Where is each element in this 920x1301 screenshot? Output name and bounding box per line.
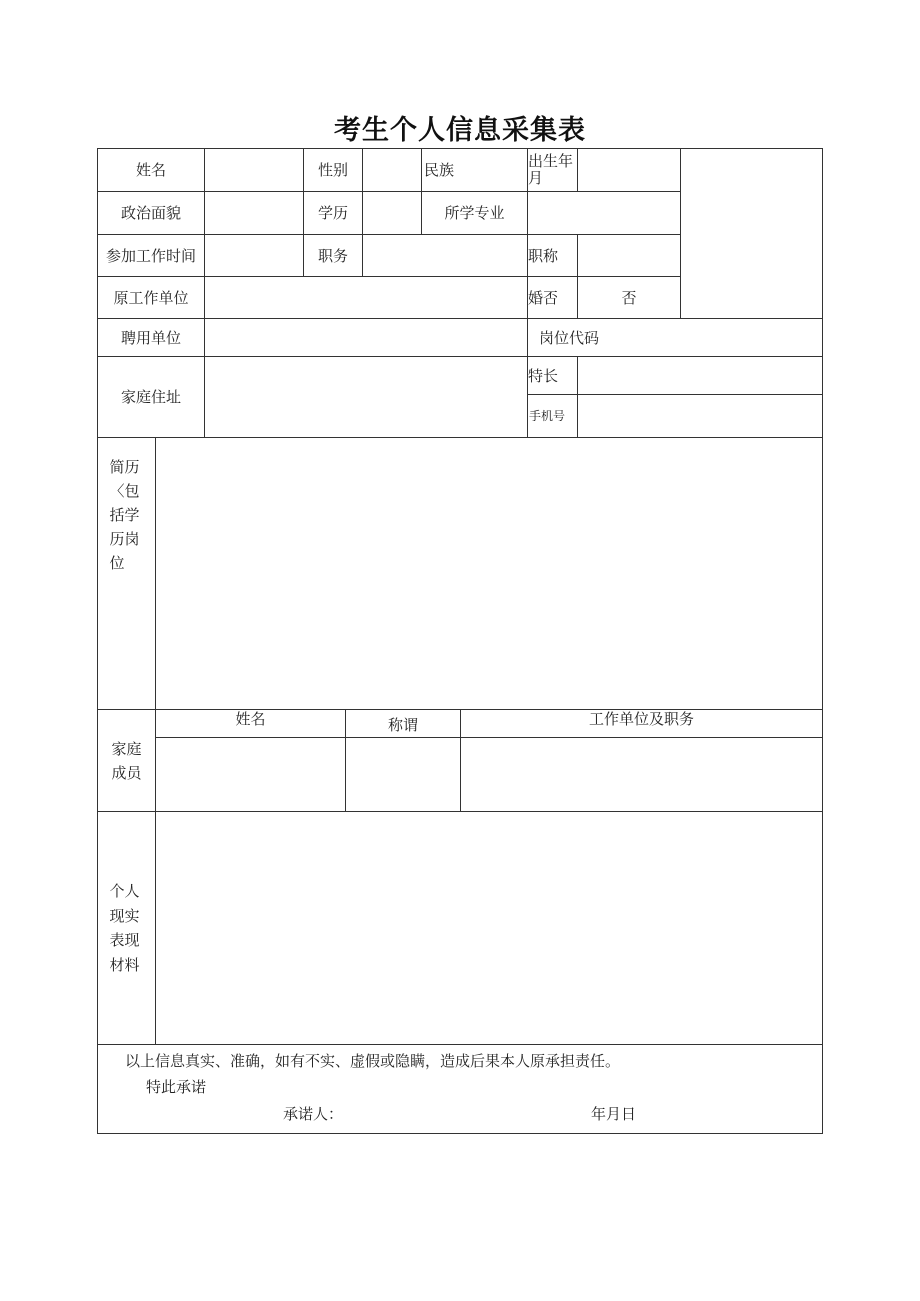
label-name: 姓名 [135, 161, 166, 179]
performance-field[interactable] [156, 812, 822, 1044]
work-start-field[interactable] [205, 235, 303, 276]
marital-value[interactable]: 否 [621, 288, 637, 307]
label-performance-text: 个人现实表现材料 [109, 882, 140, 974]
table-border-right [822, 148, 823, 1134]
title-field[interactable] [578, 235, 680, 276]
declaration-pledge: 特此承诺 [146, 1078, 207, 1096]
label-hiring-unit: 聘用单位 [120, 328, 181, 347]
label-post-code: 岗位代码 [539, 328, 600, 347]
major-field[interactable] [528, 192, 680, 234]
label-birth-text: 出生年月 [528, 152, 574, 187]
label-specialty: 特长 [528, 366, 559, 385]
photo-box[interactable] [681, 149, 822, 318]
label-duty: 职务 [317, 246, 348, 265]
family-work-field[interactable] [461, 738, 822, 811]
table-border-bottom [97, 1133, 823, 1134]
prev-employer-field[interactable] [205, 277, 527, 318]
family-col-name: 姓名 [235, 710, 266, 728]
label-family-text: 家庭成员 [111, 739, 142, 782]
hiring-unit-field[interactable] [205, 319, 527, 356]
form-title: 考生个人信息采集表 [334, 115, 586, 146]
phone-field[interactable] [578, 395, 822, 437]
label-prev-employer: 原工作单位 [113, 288, 189, 307]
rule [97, 1044, 823, 1045]
label-resume-text: 简历〈包括学历岗位 [109, 458, 140, 572]
duty-field[interactable] [363, 235, 527, 276]
label-title: 职称 [528, 246, 559, 265]
label-phone: 手机号 [529, 409, 566, 423]
family-relation-field[interactable] [346, 738, 460, 811]
resume-field[interactable] [156, 438, 822, 709]
education-field[interactable] [363, 192, 421, 234]
label-education: 学历 [317, 204, 348, 222]
declaration-text: 以上信息真实、准确，如有不实、虚假或隐瞒，造成后果本人原承担责任。 [125, 1052, 621, 1070]
label-birth [528, 149, 577, 191]
birth-field[interactable] [578, 149, 680, 191]
signature-field[interactable] [345, 1100, 575, 1124]
label-major: 所学专业 [444, 204, 505, 222]
date-label: 年月日 [591, 1105, 637, 1123]
label-work-start: 参加工作时间 [105, 246, 196, 265]
label-performance [98, 812, 155, 1044]
label-family [98, 710, 155, 811]
label-gender: 性别 [317, 161, 348, 179]
signer-label: 承诺人： [283, 1105, 344, 1123]
label-resume [98, 455, 155, 585]
address-field[interactable] [205, 357, 527, 437]
gender-field[interactable] [363, 149, 421, 191]
label-address: 家庭住址 [120, 388, 181, 406]
label-ethnicity: 民族 [424, 161, 455, 179]
family-col-relation: 称谓 [387, 715, 418, 734]
label-marital: 婚否 [528, 288, 559, 307]
family-col-work: 工作单位及职务 [588, 710, 694, 728]
specialty-field[interactable] [578, 357, 822, 394]
label-political: 政治面貌 [120, 204, 181, 222]
political-field[interactable] [205, 192, 303, 234]
name-field[interactable] [205, 149, 303, 191]
family-name-field[interactable] [156, 738, 345, 811]
